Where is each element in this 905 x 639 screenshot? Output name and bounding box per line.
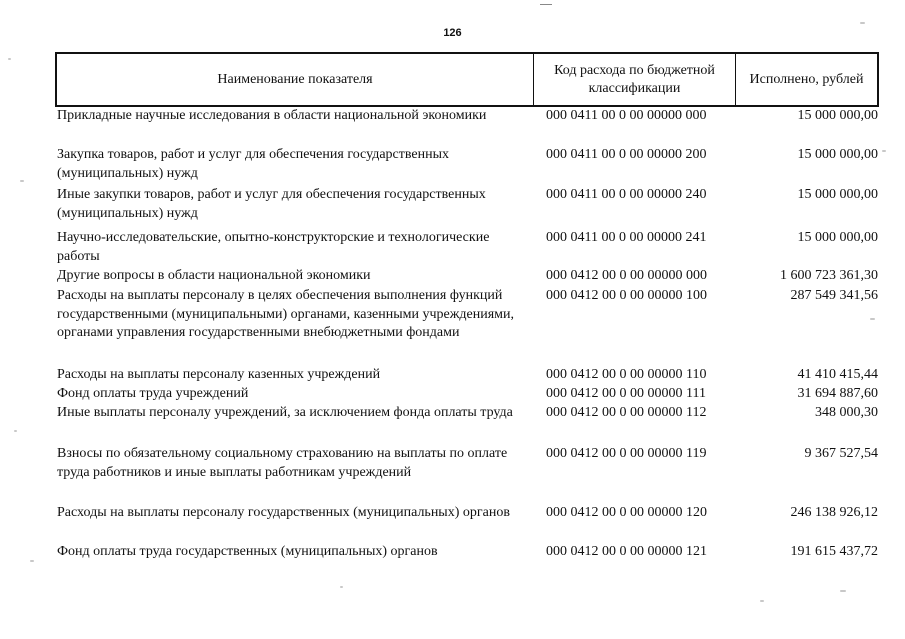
scan-speckle <box>30 560 34 562</box>
row-name: Расходы на выплаты персоналу государственных (муниципальных) органов <box>57 505 510 520</box>
row-code: 000 0411 00 0 00 00000 241 <box>546 230 707 245</box>
scan-speckle <box>882 150 886 152</box>
row-name: Закупка товаров, работ и услуг для обеспечения государственных (муниципальных) нужд <box>57 147 450 181</box>
row-amount: 15 000 000,00 <box>797 187 878 202</box>
row-amount: 31 694 887,60 <box>797 386 878 401</box>
row-code: 000 0412 00 0 00 00000 119 <box>546 446 707 461</box>
row-code: 000 0411 00 0 00 00000 000 <box>546 108 707 123</box>
row-name: Взносы по обязательному социальному страхованию на выплаты по оплате труда работников и иные выплаты работникам учреждений <box>57 446 508 480</box>
header-executed: Исполнено, рублей <box>749 71 864 87</box>
header-code: Код расхода по бюджетной классификации <box>534 54 736 105</box>
row-code: 000 0411 00 0 00 00000 200 <box>546 147 707 162</box>
scan-speckle <box>14 430 17 432</box>
row-code: 000 0412 00 0 00 00000 110 <box>546 367 707 382</box>
row-amount: 246 138 926,12 <box>790 505 878 520</box>
row-amount: 41 410 415,44 <box>797 367 878 382</box>
row-code: 000 0411 00 0 00 00000 240 <box>546 187 707 202</box>
scan-speckle <box>8 58 11 60</box>
row-amount: 191 615 437,72 <box>790 544 878 559</box>
scan-speckle <box>760 600 764 602</box>
row-code: 000 0412 00 0 00 00000 000 <box>546 268 707 283</box>
row-code: 000 0412 00 0 00 00000 111 <box>546 386 706 401</box>
row-name: Расходы на выплаты персоналу в целях обеспечения выполнения функций государственными (муниципальными) органами, казенными учреждениями, органами управления государственными внебюджетными фондами <box>57 288 514 340</box>
scan-speckle <box>340 586 343 588</box>
row-amount: 15 000 000,00 <box>797 108 878 123</box>
row-name: Иные закупки товаров, работ и услуг для обеспечения государственных (муниципальных) нужд <box>57 187 486 221</box>
scan-speckle <box>840 590 846 592</box>
scan-mark <box>540 4 552 5</box>
row-name: Фонд оплаты труда государственных (муниципальных) органов <box>57 544 438 559</box>
row-name: Расходы на выплаты персоналу казенных учреждений <box>57 367 381 382</box>
row-code: 000 0412 00 0 00 00000 112 <box>546 405 707 420</box>
scan-speckle <box>20 180 24 182</box>
row-name: Иные выплаты персоналу учреждений, за исключением фонда оплаты труда <box>57 405 513 420</box>
row-amount: 15 000 000,00 <box>797 147 878 162</box>
row-code: 000 0412 00 0 00 00000 100 <box>546 288 707 303</box>
row-amount: 9 367 527,54 <box>804 446 878 461</box>
scan-speckle <box>870 318 875 320</box>
page-number: 126 <box>443 27 462 39</box>
row-amount: 287 549 341,56 <box>790 288 878 303</box>
row-name: Прикладные научные исследования в области национальной экономики <box>57 108 487 123</box>
row-name: Научно-исследовательские, опытно-конструкторские и технологические работы <box>57 230 490 264</box>
row-name: Другие вопросы в области национальной экономики <box>57 268 371 283</box>
header-name: Наименование показателя <box>57 54 534 105</box>
row-code: 000 0412 00 0 00 00000 120 <box>546 505 707 520</box>
scan-speckle <box>860 22 865 24</box>
row-code: 000 0412 00 0 00 00000 121 <box>546 544 707 559</box>
row-amount: 1 600 723 361,30 <box>780 268 878 283</box>
row-name: Фонд оплаты труда учреждений <box>57 386 249 401</box>
row-amount: 348 000,30 <box>815 405 878 420</box>
row-amount: 15 000 000,00 <box>797 230 878 245</box>
table-header <box>55 52 879 107</box>
